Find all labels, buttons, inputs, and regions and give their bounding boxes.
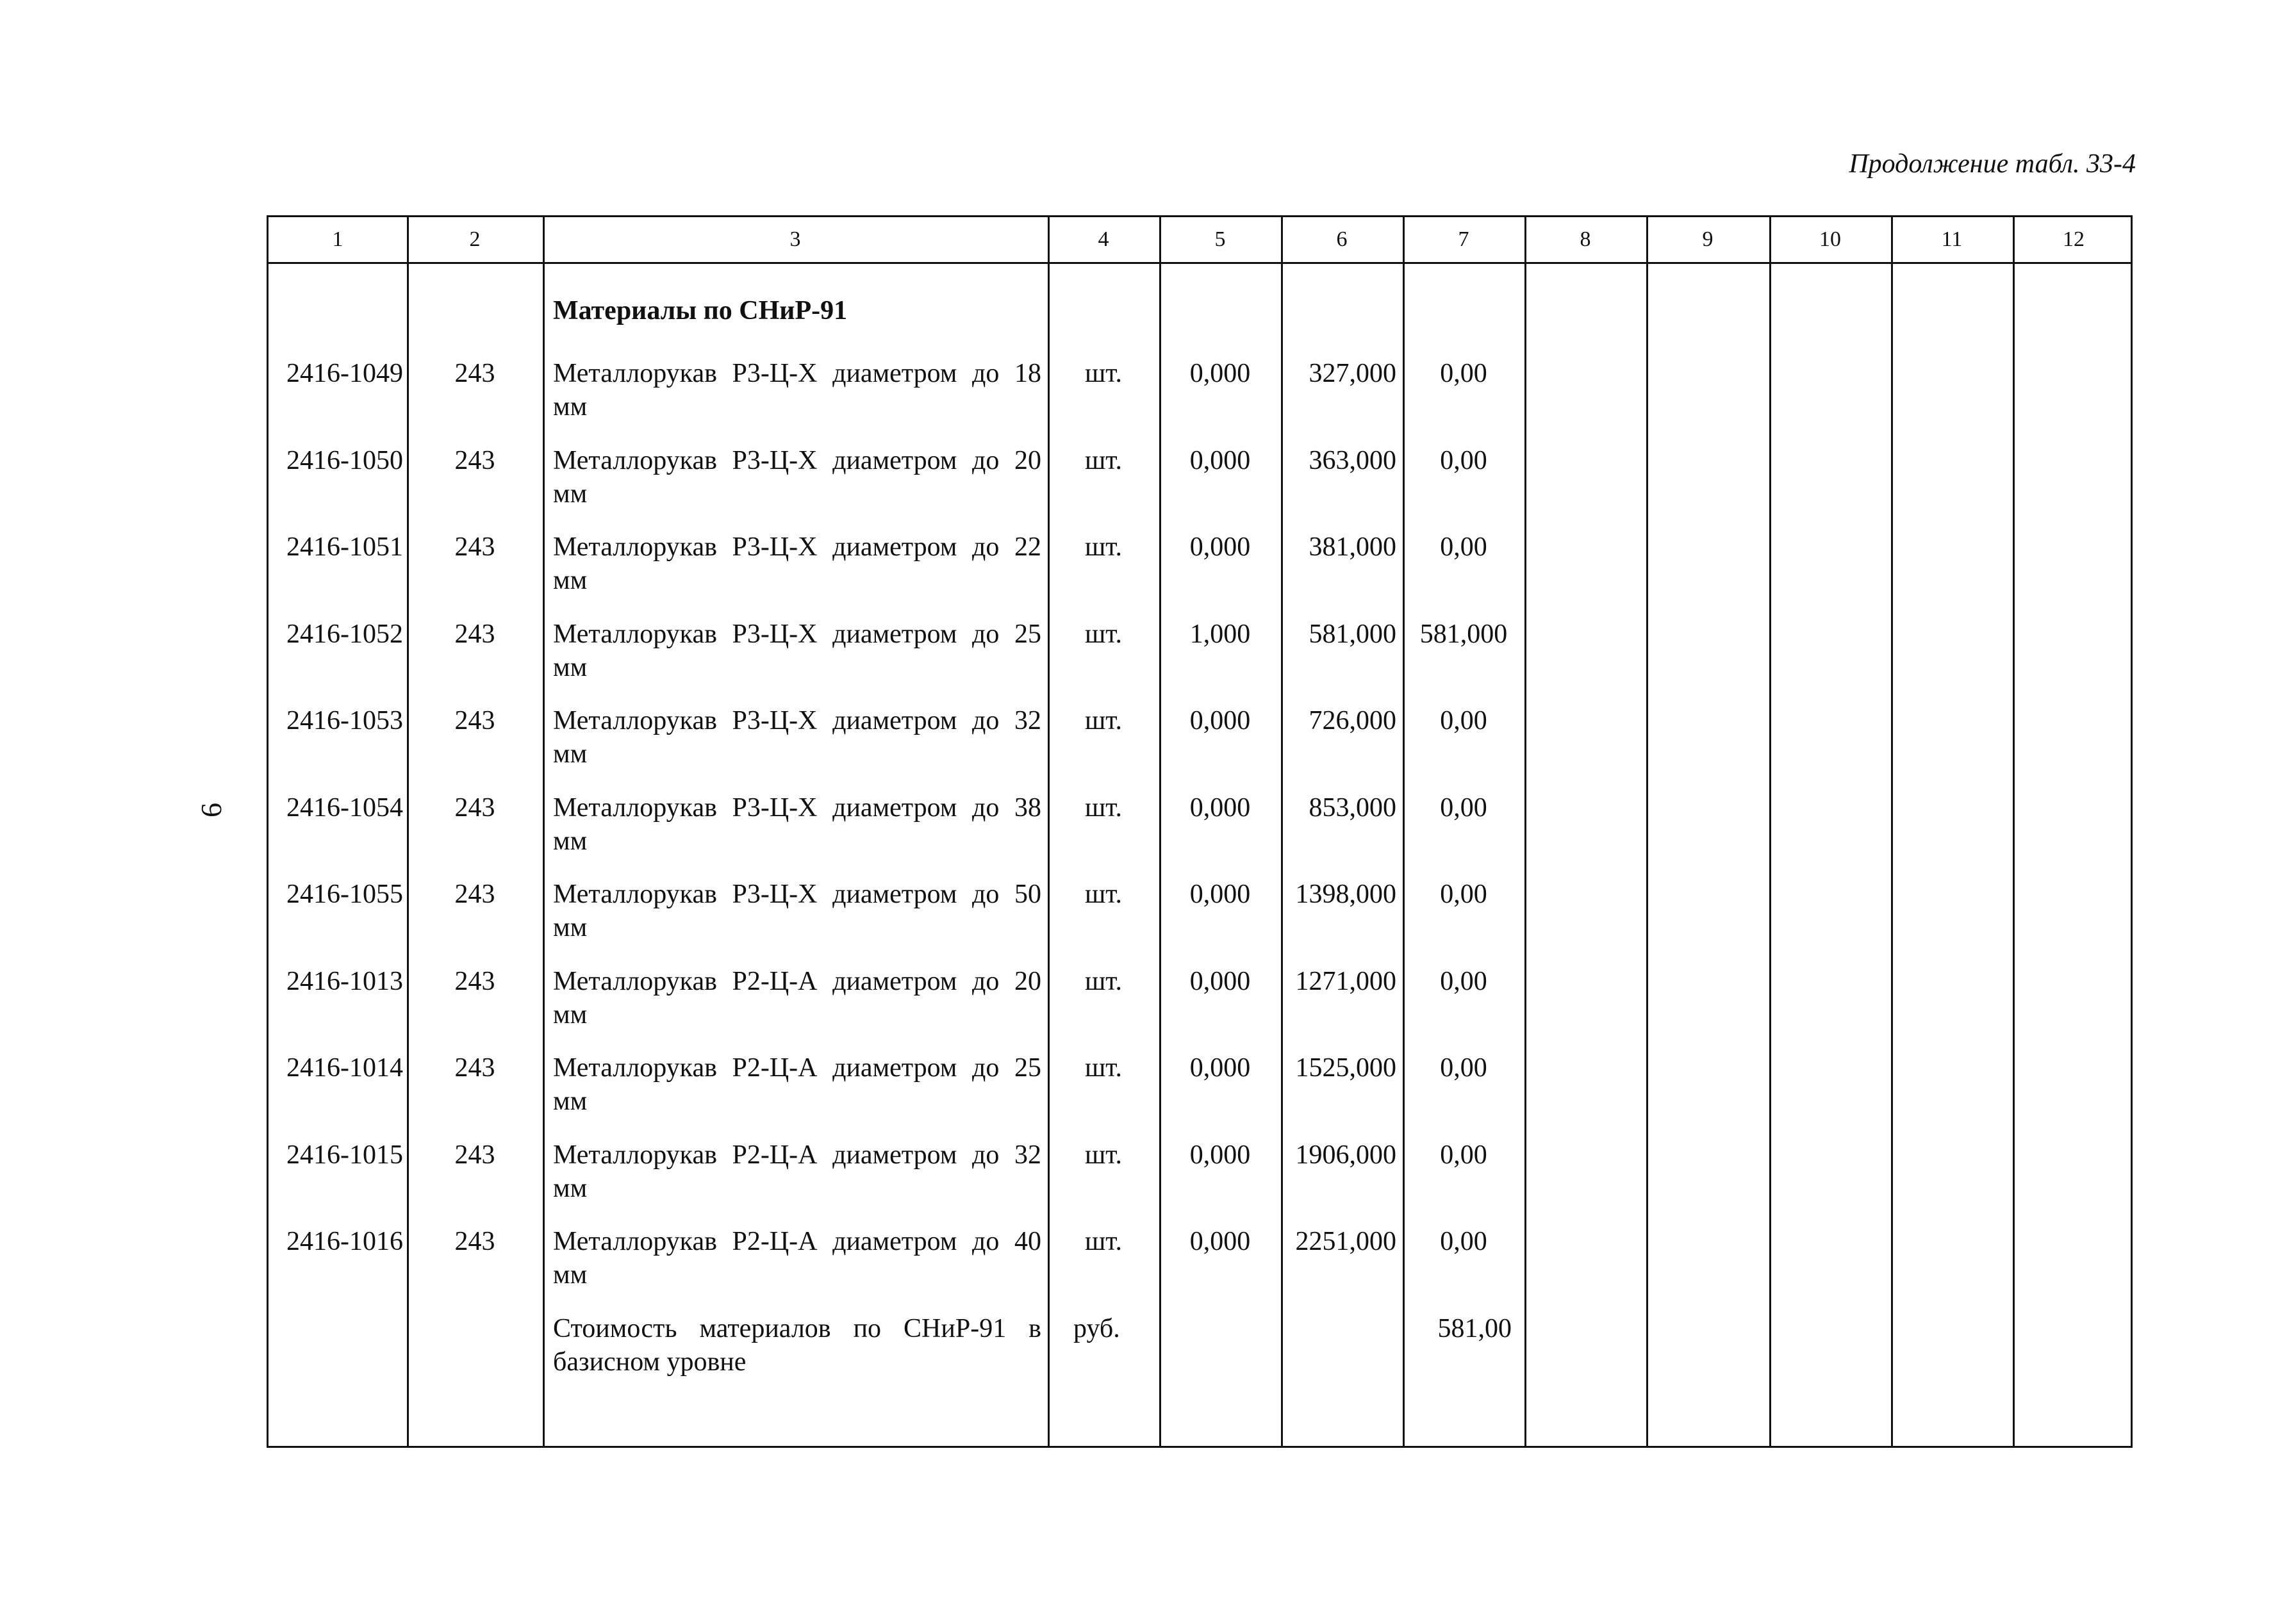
item-code: 2416-1016 — [286, 1227, 403, 1256]
summary-total: 581,00 — [1437, 1314, 1512, 1343]
column-number-4: 4 — [1098, 227, 1109, 251]
column-divider — [543, 217, 545, 1446]
item-quantity: 0,000 — [1189, 706, 1251, 735]
column-number-7: 7 — [1458, 227, 1469, 251]
item-price: 1398,000 — [1295, 880, 1396, 909]
item-quantity: 0,000 — [1189, 1053, 1251, 1083]
item-quantity: 0,000 — [1189, 880, 1251, 909]
item-total: 0,00 — [1440, 359, 1487, 388]
column-number-8: 8 — [1580, 227, 1591, 251]
item-price: 363,000 — [1309, 446, 1396, 475]
item-name: Металлорукав Р3-Ц-Х диаметром до 32 мм — [553, 706, 1041, 769]
item-name: Металлорукав Р3-Ц-Х диаметром до 22 мм — [553, 532, 1041, 595]
item-name: Металлорукав Р2-Ц-А диаметром до 40 мм — [553, 1227, 1041, 1290]
item-group: 243 — [454, 359, 495, 388]
item-group: 243 — [454, 619, 495, 649]
item-unit: шт. — [1084, 1140, 1123, 1170]
item-quantity: 0,000 — [1189, 1227, 1251, 1256]
item-price: 2251,000 — [1295, 1227, 1396, 1256]
item-total: 0,00 — [1440, 532, 1487, 562]
item-code: 2416-1013 — [286, 967, 403, 996]
item-quantity: 0,000 — [1189, 1140, 1251, 1170]
item-unit: шт. — [1084, 619, 1123, 649]
item-unit: шт. — [1084, 1227, 1123, 1256]
item-price: 1906,000 — [1295, 1140, 1396, 1170]
item-group: 243 — [454, 706, 495, 735]
item-quantity: 0,000 — [1189, 532, 1251, 562]
item-price: 1525,000 — [1295, 1053, 1396, 1083]
column-number-2: 2 — [469, 227, 481, 251]
item-name: Металлорукав Р2-Ц-А диаметром до 20 мм — [553, 967, 1041, 1029]
item-quantity: 0,000 — [1189, 967, 1251, 996]
item-total: 0,00 — [1440, 1227, 1487, 1256]
item-group: 243 — [454, 532, 495, 562]
item-name: Металлорукав Р3-Ц-Х диаметром до 25 мм — [553, 619, 1041, 682]
item-quantity: 0,000 — [1189, 359, 1251, 388]
item-quantity: 1,000 — [1189, 619, 1251, 649]
table-caption: Продолжение табл. 33-4 — [1849, 149, 2136, 179]
item-group: 243 — [454, 1053, 495, 1083]
item-price: 853,000 — [1309, 793, 1396, 823]
item-group: 243 — [454, 793, 495, 823]
item-group: 243 — [454, 967, 495, 996]
item-group: 243 — [454, 1227, 495, 1256]
item-code: 2416-1054 — [286, 793, 403, 823]
item-group: 243 — [454, 880, 495, 909]
item-name: Металлорукав Р3-Ц-Х диаметром до 50 мм — [553, 880, 1041, 942]
item-price: 726,000 — [1309, 706, 1396, 735]
item-name: Металлорукав Р3-Ц-Х диаметром до 18 мм — [553, 359, 1041, 422]
column-divider — [2013, 217, 2015, 1446]
summary-unit: руб. — [1073, 1314, 1120, 1343]
item-total: 0,00 — [1440, 793, 1487, 823]
item-name: Металлорукав Р3-Ц-Х диаметром до 38 мм — [553, 793, 1041, 856]
item-total: 581,000 — [1419, 619, 1508, 649]
item-total: 0,00 — [1440, 967, 1487, 996]
column-number-1: 1 — [332, 227, 343, 251]
column-number-5: 5 — [1214, 227, 1226, 251]
item-code: 2416-1015 — [286, 1140, 403, 1170]
column-number-12: 12 — [2063, 227, 2085, 251]
item-name: Металлорукав Р2-Ц-А диаметром до 32 мм — [553, 1140, 1041, 1203]
column-divider — [1159, 217, 1161, 1446]
item-total: 0,00 — [1440, 1053, 1487, 1083]
column-divider — [1403, 217, 1405, 1446]
column-divider — [1646, 217, 1648, 1446]
item-code: 2416-1053 — [286, 706, 403, 735]
column-divider — [1524, 217, 1526, 1446]
summary-name: Стоимость материалов по СНиР-91 в базисном уровне — [553, 1314, 1041, 1377]
item-unit: шт. — [1084, 793, 1123, 823]
item-price: 1271,000 — [1295, 967, 1396, 996]
item-code: 2416-1050 — [286, 446, 403, 475]
item-code: 2416-1049 — [286, 359, 403, 388]
column-number-6: 6 — [1336, 227, 1348, 251]
column-divider — [1891, 217, 1893, 1446]
item-unit: шт. — [1084, 532, 1123, 562]
item-unit: шт. — [1084, 880, 1123, 909]
item-price: 327,000 — [1309, 359, 1396, 388]
item-total: 0,00 — [1440, 1140, 1487, 1170]
column-number-11: 11 — [1941, 227, 1963, 251]
item-price: 381,000 — [1309, 532, 1396, 562]
item-group: 243 — [454, 1140, 495, 1170]
item-unit: шт. — [1084, 1053, 1123, 1083]
column-divider — [1769, 217, 1771, 1446]
page-number: 6 — [195, 803, 227, 817]
column-divider — [1048, 217, 1050, 1446]
item-code: 2416-1055 — [286, 880, 403, 909]
item-quantity: 0,000 — [1189, 793, 1251, 823]
item-unit: шт. — [1084, 706, 1123, 735]
item-code: 2416-1052 — [286, 619, 403, 649]
section-title: Материалы по СНиР-91 — [553, 296, 848, 325]
item-code: 2416-1051 — [286, 532, 403, 562]
column-number-10: 10 — [1819, 227, 1841, 251]
item-quantity: 0,000 — [1189, 446, 1251, 475]
item-unit: шт. — [1084, 967, 1123, 996]
header-separator — [268, 262, 2131, 264]
item-unit: шт. — [1084, 446, 1123, 475]
column-divider — [407, 217, 409, 1446]
item-total: 0,00 — [1440, 706, 1487, 735]
materials-table — [267, 215, 2133, 1448]
column-divider — [1281, 217, 1283, 1446]
item-total: 0,00 — [1440, 880, 1487, 909]
item-name: Металлорукав Р2-Ц-А диаметром до 25 мм — [553, 1053, 1041, 1116]
column-number-3: 3 — [789, 227, 801, 251]
item-price: 581,000 — [1309, 619, 1396, 649]
column-number-9: 9 — [1702, 227, 1714, 251]
item-name: Металлорукав Р3-Ц-Х диаметром до 20 мм — [553, 446, 1041, 509]
item-unit: шт. — [1084, 359, 1123, 388]
item-code: 2416-1014 — [286, 1053, 403, 1083]
item-group: 243 — [454, 446, 495, 475]
item-total: 0,00 — [1440, 446, 1487, 475]
